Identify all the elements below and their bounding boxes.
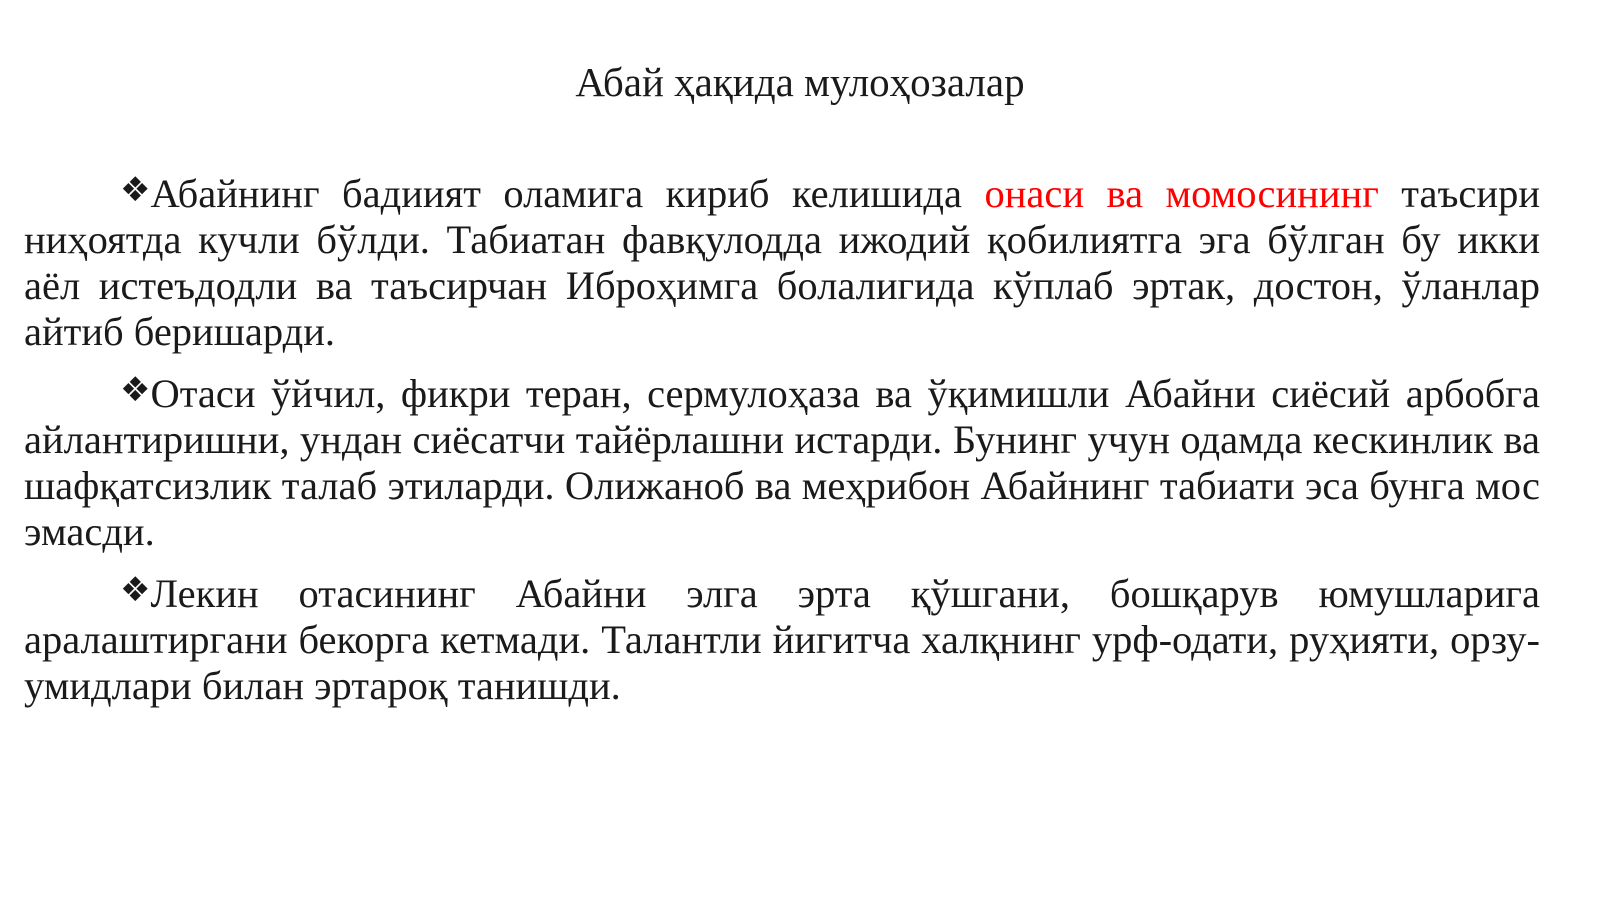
paragraph-3-text: Лекин отасининг Абайни элга эрта қўшгани, бошқарув юмушларига аралаштиргани бекорга кетмади. Талантли йигитча халқнинг урф-одати, руҳияти, орзу-умидлари билан эртароқ танишди. bbox=[24, 571, 1540, 708]
diamond-bullet-icon: ❖ bbox=[120, 170, 151, 210]
paragraph-2 bbox=[24, 367, 1540, 555]
slide-body bbox=[24, 167, 1540, 721]
paragraph-3 bbox=[24, 567, 1540, 709]
paragraph-2-text: Отаси ўйчил, фикри теран, сермулоҳаза ва ўқимишли Абайни сиёсий арбобга айлантиришни, ундан сиёсатчи тайёрлашни истарди. Бунинг учун одамда кескинлик ва шафқатсизлик талаб этиларди. Олижаноб ва меҳрибон Абайнинг табиати эса бунга мос эмасди. bbox=[24, 371, 1540, 554]
paragraph-1-highlight: онаси ва момосининг bbox=[984, 171, 1379, 216]
slide-title: Абай ҳақида мулоҳозалар bbox=[575, 59, 1025, 105]
paragraph-1-text-after: таъсири ниҳоятда кучли бўлди. Табиатан фавқулодда ижодий қобилиятга эга бўлган бу икки аёл истеъдодли ва таъсирчан Иброҳимга болалигида кўплаб эртак, достон, ўланлар айтиб беришарди. bbox=[24, 171, 1540, 354]
paragraph-1-text-before: Абайнинг бадиият оламига кириб келишида bbox=[150, 171, 985, 216]
paragraph-1 bbox=[24, 167, 1540, 355]
diamond-bullet-icon: ❖ bbox=[120, 370, 151, 410]
diamond-bullet-icon: ❖ bbox=[120, 570, 151, 610]
